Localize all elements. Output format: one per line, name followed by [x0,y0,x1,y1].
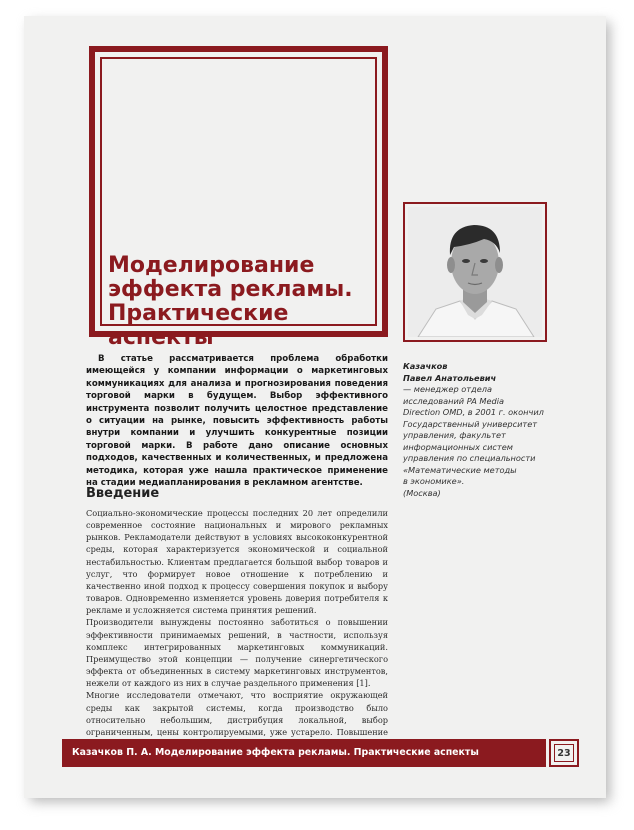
body-paragraph-1: Социально-экономические процессы последних 20 лет определили современное состояние национальных и мирового рекламных рынков. Рекламодатели действуют в условиях высококонкурентной среды, которая характеризуется экономической и социальной нестабильностью. Клиентам предлагается большой выбор товаров и услуг, что формирует новое отношение к потреблению и качественно иной подход к процессу совершения покупок и выбору товаров. Одновременно изменяется уровень доверия потребителя к рекламе и усложняется система принятия решений. [86,508,388,616]
title-line-1: Моделирование [108,253,315,278]
author-description-line: — менеджер отдела [403,384,492,394]
body-paragraph-3: Многие исследователи отмечают, что восприятие окружающей среды как закрытой системы, когда производство было относительно небольшим, дистрибуция локальной, выбор ограниченным, цены контролируемыми, уже устарело. Повышение [86,690,388,737]
author-description-line: «Математические методы [403,464,517,475]
author-portrait-image [408,207,542,337]
author-description-line: Direction OMD, в 2001 г. окончил [403,407,544,417]
author-info [403,361,553,499]
article-body [86,507,388,750]
author-location: (Москва) [403,487,441,498]
author-description-line: в экономике». [403,476,465,486]
title-line-3: Практические аспекты [108,301,289,350]
title-line-2: эффекта рекламы. [108,277,353,302]
author-description-line: управления, факультет [403,430,506,440]
article-title [108,254,378,350]
article-abstract: В статье рассматривается проблема обработки имеющейся у компании информации о маркетинговых коммуникациях для анализа и прогнозирования поведения торговой марки в будущем. Выбор эффективного инструмента позволит получить целостное представление о ситуации на рынке, повысить эффективность работы внутри компании и улучшить конкурентные позиции торговой марки. В работе дано описание основных подходов, качественных и количественных, и предложена методика, которая уже нашла практическое применение на стадии медиапланирования в рекламном агентстве. [86,354,388,489]
author-description-line: Государственный университет [403,418,537,429]
author-description-line: управления по специальности [403,453,536,463]
author-description-line: исследований PA Media [403,395,505,406]
page-number-box [549,739,579,767]
author-description-line: информационных систем [403,441,513,452]
footer-running-title: Казачков П. А. Моделирование эффекта рекламы. Практические аспекты [72,747,479,758]
author-photo [408,207,542,337]
section-title: Введение [86,486,160,501]
author-photo-frame [403,202,547,342]
body-paragraph-2: Производители вынуждены постоянно заботиться о повышении эффективности принимаемых решений, в частности, используя комплекс интегрированных маркетинговых коммуникаций. Преимущество этой концепции — получение синергетического эффекта от объединенных в систему маркетинговых инструментов, нежели от каждого из них в случае раздельного применения [1]. [86,617,388,689]
author-given-name: Павел Анатольевич [403,372,497,383]
author-surname: Казачков [403,361,448,371]
page-number: 23 [554,744,574,762]
